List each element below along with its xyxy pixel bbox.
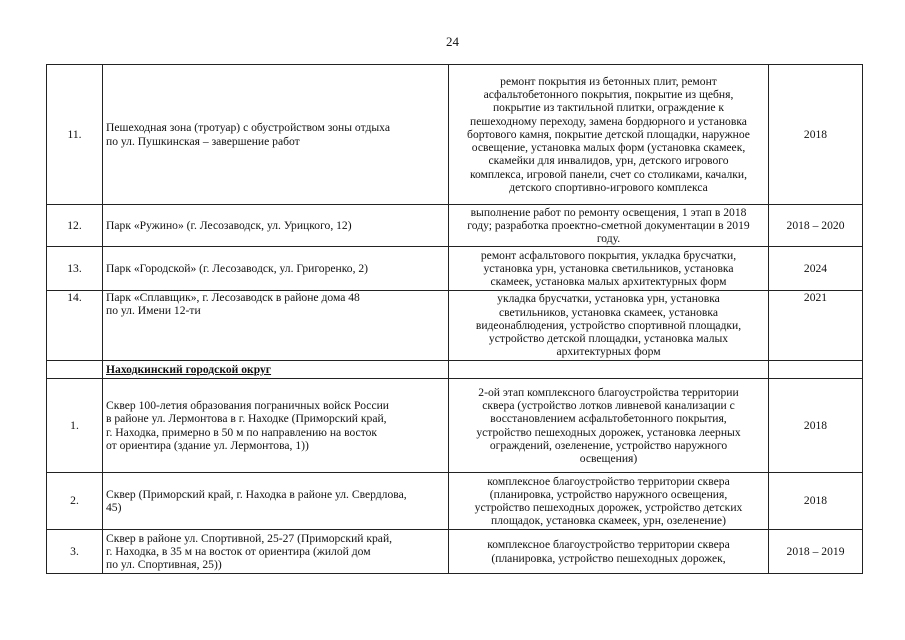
table-row <box>47 379 863 473</box>
year-cell: 2018 <box>769 473 863 530</box>
work-line: году. <box>596 232 621 246</box>
section-empty-cell <box>769 361 863 379</box>
object-name <box>103 65 449 205</box>
year-cell: 2018 – 2020 <box>769 205 863 247</box>
work-line: восстановлением асфальтобетонного покрытия, <box>490 412 727 426</box>
work-line: году; разработка проектно-сметной документации в 2019 <box>467 218 750 232</box>
work-description <box>449 473 769 530</box>
object-name-line: по ул. Пушкинская – завершение работ <box>106 134 300 148</box>
table-row <box>47 205 863 247</box>
work-line: (планировка, устройство пешеходных дорожек, <box>491 551 726 565</box>
work-line: установка урн, установка светильников, установка <box>483 261 734 275</box>
object-name <box>103 473 449 530</box>
work-description <box>449 379 769 473</box>
table-row <box>47 473 863 530</box>
object-name <box>103 247 449 291</box>
row-number: 11. <box>47 65 103 205</box>
object-name-line: Сквер (Приморский край, г. Находка в районе ул. Свердлова, <box>106 487 407 501</box>
work-line: бортового камня, покрытие детской площадки, наружное <box>467 127 750 141</box>
work-line: светильников, установка скамеек, установка <box>498 305 719 319</box>
improvement-table <box>46 64 863 574</box>
work-description <box>449 247 769 291</box>
work-description <box>449 65 769 205</box>
table-row <box>47 291 863 361</box>
row-number: 1. <box>47 379 103 473</box>
table-row <box>47 247 863 291</box>
object-name <box>103 530 449 574</box>
work-description <box>449 291 769 361</box>
work-line: освещение, установка малых форм (установка скамеек, <box>471 141 746 155</box>
work-line: устройство пешеходных дорожек, устройство детских <box>474 501 743 514</box>
object-name <box>103 379 449 473</box>
work-line: пешеходному переходу, замена бордюрного и установка <box>470 114 747 128</box>
table-row <box>47 530 863 574</box>
object-name-line: г. Находка, в 35 м на восток от ориентира (жилой дом <box>106 544 371 558</box>
work-line: ремонт асфальтового покрытия, укладка брусчатки, <box>480 248 737 262</box>
work-line: комплексное благоустройство территории сквера <box>487 538 730 552</box>
object-name-line: по ул. Спортивная, 25)) <box>106 558 222 572</box>
section-header-row <box>47 361 863 379</box>
object-name-line: Парк «Городской» (г. Лесозаводск, ул. Григоренко, 2) <box>106 261 369 275</box>
work-line: ограждений, озеленение, устройство наружного <box>489 438 728 452</box>
object-name-line: Парк «Ружино» (г. Лесозаводск, ул. Урицкого, 12) <box>106 218 352 232</box>
work-line: скамейки для инвалидов, урн, детского игрового <box>488 154 729 168</box>
work-line: 2-ой этап комплексного благоустройства территории <box>478 385 739 399</box>
work-line: скамеек, установка малых архитектурных форм <box>490 275 727 289</box>
year-cell: 2024 <box>769 247 863 291</box>
work-line: покрытие из тактильной плитки, ограждение к <box>492 101 725 115</box>
row-number: 2. <box>47 473 103 530</box>
page-number: 24 <box>446 34 459 49</box>
row-number: 13. <box>47 247 103 291</box>
work-line: укладка брусчатки, установка урн, установка <box>497 292 720 306</box>
work-line: устройство пешеходных дорожек, установка леерных <box>476 425 741 439</box>
year-cell: 2021 <box>769 291 863 361</box>
section-title: Находкинский городской округ <box>103 361 449 379</box>
object-name <box>103 205 449 247</box>
work-line: асфальтобетонного покрытия, покрытие из щебня, <box>483 88 734 102</box>
row-number: 14. <box>47 291 103 361</box>
year-cell: 2018 <box>769 65 863 205</box>
work-line: детского спортивно-игрового комплекса <box>509 180 708 194</box>
object-name-line: по ул. Имени 12-ти <box>106 304 201 318</box>
object-name-line: Сквер в районе ул. Спортивной, 25-27 (Приморский край, <box>106 531 393 545</box>
work-line: комплекса, игровой панели, счет со столиками, качалки, <box>469 167 748 181</box>
object-name-line: от ориентира (здание ул. Лермонтова, 1)) <box>106 438 309 452</box>
row-number: 12. <box>47 205 103 247</box>
table-body <box>47 65 863 574</box>
object-name-line: Парк «Сплавщик», г. Лесозаводск в районе дома 48 <box>106 291 360 304</box>
work-line: выполнение работ по ремонту освещения, 1 этап в 2018 <box>470 205 747 219</box>
object-name-line: г. Находка, примерно в 50 м по направлению на восток <box>106 425 378 439</box>
object-name-line: Сквер 100-летия образования пограничных войск России <box>106 399 389 413</box>
section-empty-cell <box>449 361 769 379</box>
work-description <box>449 205 769 247</box>
work-line: площадок, установка скамеек, урн, озеленение) <box>491 514 726 528</box>
work-line: архитектурных форм <box>556 345 661 359</box>
object-name-line: в районе ул. Лермонтова в г. Находке (Приморский край, <box>106 412 387 426</box>
work-line: (планировка, устройство наружного освещения, <box>489 487 728 501</box>
work-line: комплексное благоустройство территории сквера <box>487 474 730 488</box>
table-row <box>47 65 863 205</box>
year-cell: 2018 – 2019 <box>769 530 863 574</box>
work-line: ремонт покрытия из бетонных плит, ремонт <box>500 75 717 89</box>
object-name <box>103 291 449 361</box>
object-name-line: 45) <box>106 501 122 514</box>
work-line: видеонаблюдения, устройство спортивной площадки, <box>475 318 742 332</box>
year-cell: 2018 <box>769 379 863 473</box>
work-line: устройство детской площадки, установка малых <box>488 332 729 346</box>
row-number: 3. <box>47 530 103 574</box>
work-line: сквера (устройство лотков ливневой канализации с <box>482 399 735 413</box>
work-line: освещения) <box>579 451 638 465</box>
section-empty-cell <box>47 361 103 379</box>
object-name-line: Пешеходная зона (тротуар) с обустройством зоны отдыха <box>106 121 390 135</box>
work-description <box>449 530 769 574</box>
